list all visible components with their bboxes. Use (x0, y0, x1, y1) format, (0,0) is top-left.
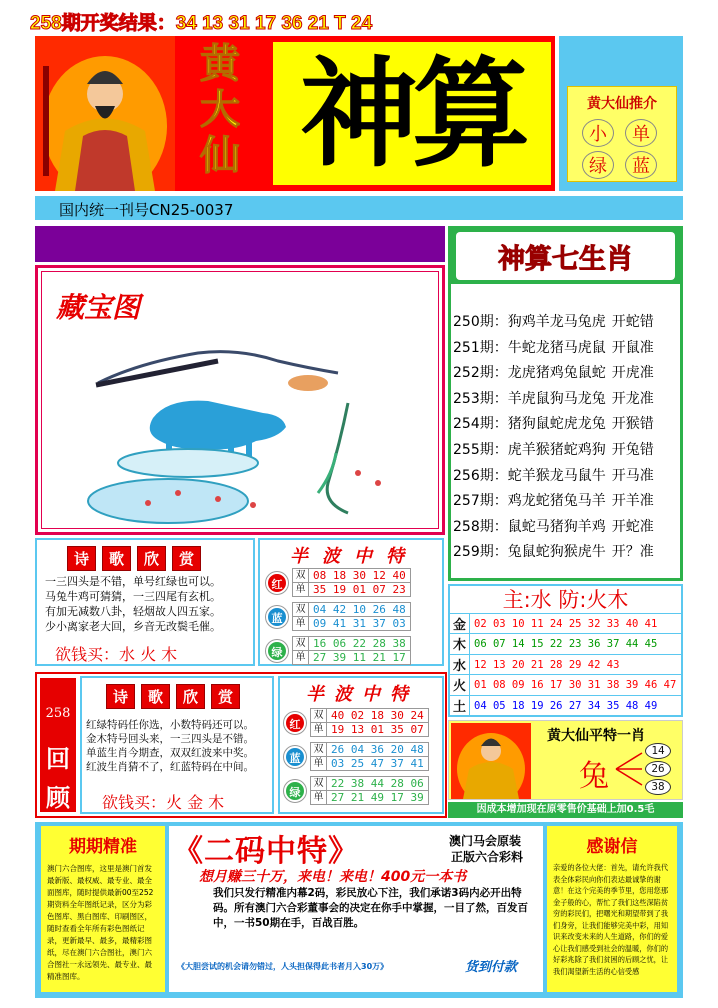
poem-line: 红波生肖猜不了，红蓝特码在中间。 (86, 761, 254, 773)
brand-vertical (185, 41, 255, 179)
element-name: 木 (450, 634, 470, 653)
wave-row-nums: 16 06 22 28 38 (313, 637, 406, 650)
poem-line: 单蓝生肖今期查，双双红波来中奖。 (86, 747, 254, 759)
poem-buy-2: 欲钱买：火 金 木 (102, 793, 225, 812)
poem-buy-1: 欲钱买：水 火 木 (55, 645, 178, 664)
wave-title-char: 半 (306, 684, 324, 705)
zodiac-row (453, 489, 678, 515)
footer-left-text: 澳门六合图库，这里是澳门首发最新版、最权威、最专业、最全面图库，随时提供最新00至252期资料全年图纸记录，区分为彩色图库、黑白图库、印刷图区，随时查看全年所有彩色图纸记录，更新最早、最多，最精彩图纸，尽在澳门六合图社，澳门六合图社一永远领先、最专业、最精准图库。 (47, 864, 154, 981)
zodiac-period: 257期： (453, 493, 508, 510)
zodiac-period: 251期： (453, 339, 508, 356)
brand-char: 黄 (200, 41, 240, 86)
zodiac-row (453, 464, 678, 490)
review-char: 回 (46, 745, 70, 773)
poem-lines-1 (45, 574, 221, 634)
wave-row-label: 单 (311, 757, 327, 770)
element-nums: 12 13 20 21 28 29 42 43 (474, 658, 620, 671)
wave-title-char: 中 (362, 684, 380, 705)
wave-color-badge: 红 (266, 572, 288, 594)
recommend-panel (559, 36, 683, 191)
zodiac-period: 258期： (453, 518, 508, 535)
wave-title-char: 半 (290, 546, 308, 567)
footer-side-bottom: 正版六合彩料 (451, 850, 524, 864)
special-nums (645, 743, 671, 795)
wave-panel-2 (278, 676, 444, 814)
recommend-title: 黄大仙推介 (587, 96, 657, 112)
zodiac-period: 255期： (453, 441, 508, 458)
wave-row-nums: 08 18 30 12 40 (313, 569, 406, 582)
wave-group (266, 602, 411, 631)
poem-lines-2 (86, 718, 254, 774)
wave-color-badge: 绿 (266, 640, 288, 662)
main-title-box (273, 42, 551, 185)
wave-row-nums: 03 25 47 37 41 (331, 757, 424, 770)
wave-row-nums: 26 04 36 20 48 (331, 743, 424, 756)
deity-small-illustration (451, 723, 531, 799)
poem-title-char: 赏 (172, 546, 201, 571)
zodiac-animals: 狗鸡羊龙马兔虎 (507, 314, 606, 330)
wave-row-label: 双 (293, 569, 309, 582)
wave-color-badge: 绿 (284, 780, 306, 802)
brand-char: 大 (200, 87, 240, 132)
footer-cod: 货到付款 (465, 960, 518, 975)
zodiac-row (453, 387, 678, 413)
zodiac-open: 开蛇错 (611, 314, 654, 330)
zodiac-open: 开虎准 (611, 365, 654, 382)
wave-group (266, 568, 411, 597)
issn-strip (35, 196, 683, 220)
zodiac-animals: 兔鼠蛇狗猴虎牛 (507, 544, 606, 561)
zodiac-period: 252期： (453, 365, 508, 382)
wave-row-label: 双 (311, 709, 327, 722)
wave-title-char: 特 (386, 546, 404, 567)
element-row (450, 675, 681, 695)
result-line: 258期开奖结果：34 13 31 17 36 21 T 24 (30, 13, 373, 34)
poem-line: 一三四头是不错，单号红绿也可以。 (45, 575, 221, 588)
wave-title-char: 波 (322, 546, 340, 567)
zodiac-open: 开羊准 (611, 493, 654, 510)
wave-color-badge: 红 (284, 712, 306, 734)
price-notice (448, 802, 683, 818)
poem-line: 金木特号回头来，一三四头是不错。 (86, 733, 254, 745)
recommend-cell: 单 (625, 119, 657, 147)
wave-row-label: 单 (293, 617, 309, 630)
price-notice-text: 因成本增加现在原零售价基础上加0.5毛 (476, 804, 655, 815)
wave-row-label: 双 (293, 637, 309, 650)
poem-panel-1 (35, 538, 255, 666)
header-banner (35, 36, 555, 191)
zodiac-open: 开蛇准 (611, 518, 654, 535)
wave-group (284, 776, 429, 805)
zodiac-title-box (456, 232, 675, 280)
special-num: 26 (645, 761, 671, 777)
poem-title-char: 赏 (211, 684, 240, 709)
wave-row (311, 743, 428, 757)
wave-row-nums: 04 42 10 26 48 (313, 603, 406, 616)
poem-line: 红绿特码任你选，小数特码还可以。 (86, 719, 254, 731)
main-title: 神算 (299, 44, 524, 183)
zodiac-row (453, 310, 678, 336)
issn-text: 国内统一刊号CN25-0037 (59, 201, 234, 219)
elements-header: 主:水 防:火木 (450, 586, 681, 614)
wave-row-label: 双 (311, 743, 327, 756)
review-period: 258 (45, 706, 71, 721)
wave-row-nums: 35 19 01 07 23 (313, 583, 406, 596)
wave-group (266, 636, 411, 665)
zodiac-animals: 鼠蛇马猪狗羊鸡 (507, 518, 606, 535)
element-nums: 02 03 10 11 24 25 32 33 40 41 (474, 618, 658, 630)
wave-title-char: 波 (334, 684, 352, 705)
footer-slogan: 想月赚三十万，来电！来电！400元一本书 (199, 869, 467, 885)
recommend-cell: 蓝 (625, 151, 657, 179)
wave-row (311, 709, 428, 723)
wave-row (311, 791, 428, 804)
poem-title-2 (106, 684, 240, 709)
poem-title-char: 诗 (106, 684, 135, 709)
wave-title-1 (290, 542, 404, 568)
zodiac-period: 250期： (453, 314, 508, 330)
deity-illustration (35, 36, 175, 191)
element-name: 金 (450, 614, 470, 633)
wave-row (311, 757, 428, 770)
zodiac-period: 254期： (453, 416, 508, 433)
zodiac-open: 开？准 (611, 544, 654, 561)
wave-row-nums: 40 02 18 30 24 (331, 709, 424, 722)
brand-char: 仙 (200, 133, 240, 178)
wave-row-label: 单 (293, 651, 309, 664)
wave-row-nums: 19 13 01 35 07 (331, 723, 424, 736)
poem-title-char: 欣 (176, 684, 205, 709)
footer-body: 我们只发行精准内幕2码，彩民放心下注，我们承诺3码内必开出特码。所有澳门六合彩董事会的决定在你手中掌握，一目了然，百发百中，一书50期在手，百战百胜。 (213, 887, 528, 929)
zodiac-row (453, 336, 678, 362)
special-num: 14 (645, 743, 671, 759)
wave-row-label: 双 (293, 603, 309, 616)
footer-note: 《大胆尝试的机会请勿错过，人头担保得此书者月入30万》 (177, 962, 389, 971)
zodiac-open: 开马准 (611, 467, 654, 484)
wave-row (311, 777, 428, 791)
footer-left-title: 期期精准 (69, 837, 137, 857)
arrow-lines (614, 749, 644, 789)
wave-groups-2 (284, 708, 429, 810)
zodiac-period: 259期： (453, 544, 508, 561)
footer-left (41, 826, 165, 992)
poem-title-char: 歌 (102, 546, 131, 571)
special-num: 38 (645, 779, 671, 795)
wave-group (284, 708, 429, 737)
element-nums: 01 08 09 16 17 30 31 38 39 46 47 (474, 679, 677, 692)
wave-row-label: 单 (311, 723, 327, 736)
element-row (450, 634, 681, 654)
zodiac-row (453, 515, 678, 541)
element-row (450, 696, 681, 716)
poem-line: 马兔牛鸡可猜猜，一三四尾有玄机。 (45, 590, 221, 603)
wave-row (293, 651, 410, 664)
recommend-cell: 小 (582, 119, 614, 147)
zodiac-open: 开兔错 (611, 441, 654, 458)
wave-row (293, 583, 410, 596)
footer-right (547, 826, 677, 992)
poem-title-char: 诗 (67, 546, 96, 571)
recommend-cell: 绿 (582, 151, 614, 179)
element-name: 水 (450, 655, 470, 674)
wave-row (293, 569, 410, 583)
zodiac-animals: 牛蛇龙猪马虎鼠 (507, 339, 606, 356)
wave-row (293, 617, 410, 630)
poem-line: 有加无减数八卦，轻烟故人四五家。 (45, 605, 221, 618)
purple-bar (35, 226, 445, 262)
wave-title-char: 中 (354, 546, 372, 567)
zodiac-list (451, 284, 680, 578)
poem-panel-2 (80, 676, 274, 814)
wave-row-nums: 09 41 31 37 03 (313, 617, 406, 630)
treasure-map-panel (35, 265, 445, 535)
review-badge (40, 678, 76, 812)
wave-row-label: 单 (311, 791, 327, 804)
zodiac-period: 256期： (453, 467, 508, 484)
zodiac-panel (448, 226, 683, 581)
wave-color-badge: 蓝 (266, 606, 288, 628)
zodiac-animals: 猪狗鼠蛇虎龙兔 (507, 416, 606, 433)
wave-row-nums: 27 39 11 21 17 (313, 651, 406, 664)
wave-panel-1 (258, 538, 444, 666)
special-panel (448, 720, 683, 800)
zodiac-animals: 虎羊猴猪蛇鸡狗 (507, 441, 606, 458)
zodiac-title: 神算七生肖 (498, 243, 633, 275)
special-title: 黄大仙平特一肖 (547, 728, 645, 744)
zodiac-open: 开猴错 (611, 416, 654, 433)
element-row (450, 614, 681, 634)
footer-right-text: 亲爱的各位大佬：首先，请允许我代表全体彩民向你们表达最诚挚的谢意！在这个完美的季节里，您用您那金子般的心，帮忙了我们这些深陷贫穷的彩民们，把曙光和期望带到了我们身旁，让我们能够完美中彩，用知识来改变未来的人生道路，你们的爱心让我们感受到社会的温暖，你们的好彩兆除了我们贫困的后顾之忧，让我们渴望新生活的心信受感 (553, 863, 669, 976)
zodiac-row (453, 412, 678, 438)
treasure-map-title: 藏宝图 (56, 291, 141, 324)
footer (35, 822, 683, 998)
footer-side-top: 澳门马会原装 (449, 834, 522, 848)
zodiac-open: 开龙准 (611, 390, 654, 407)
wave-groups-1 (266, 568, 411, 670)
wave-row-nums: 22 38 44 28 06 (331, 777, 424, 790)
wave-group (284, 742, 429, 771)
poem-line: 少小离家老大回，乡音无改鬓毛催。 (45, 620, 221, 633)
element-nums: 06 07 14 15 22 23 36 37 44 45 (474, 638, 658, 651)
footer-banner: 《二码中特》 (173, 834, 359, 869)
review-char: 顾 (46, 784, 70, 812)
element-nums: 04 05 18 19 26 27 34 35 48 49 (474, 699, 658, 712)
poem-title-1 (67, 546, 201, 571)
wave-row (293, 603, 410, 617)
wave-row-nums: 27 21 49 17 39 (331, 791, 424, 804)
zodiac-period: 253期： (453, 390, 508, 407)
wave-title-2 (306, 680, 408, 706)
zodiac-open: 开鼠准 (611, 339, 654, 356)
treasure-map-drawing (78, 323, 418, 528)
wave-row-label: 单 (293, 583, 309, 596)
poem-title-char: 欣 (137, 546, 166, 571)
zodiac-row (453, 361, 678, 387)
element-name: 土 (450, 696, 470, 715)
zodiac-animals: 羊虎鼠狗马龙兔 (507, 390, 606, 407)
recommend-box (567, 86, 677, 182)
zodiac-animals: 蛇羊猴龙马鼠牛 (507, 467, 606, 484)
zodiac-animals: 鸡龙蛇猪兔马羊 (507, 493, 606, 510)
wave-color-badge: 蓝 (284, 746, 306, 768)
wave-row (311, 723, 428, 736)
wave-title-char: 特 (390, 684, 408, 705)
special-zodiac: 兔 (579, 759, 609, 794)
element-name: 火 (450, 675, 470, 694)
wave-row (293, 637, 410, 651)
poem-title-char: 歌 (141, 684, 170, 709)
footer-right-title: 感谢信 (586, 837, 638, 857)
zodiac-row (453, 438, 678, 464)
footer-center (169, 826, 543, 992)
elements-panel (448, 584, 683, 717)
element-row (450, 655, 681, 675)
zodiac-row (453, 540, 678, 566)
zodiac-animals: 龙虎猪鸡兔鼠蛇 (507, 365, 606, 382)
wave-row-label: 双 (311, 777, 327, 790)
